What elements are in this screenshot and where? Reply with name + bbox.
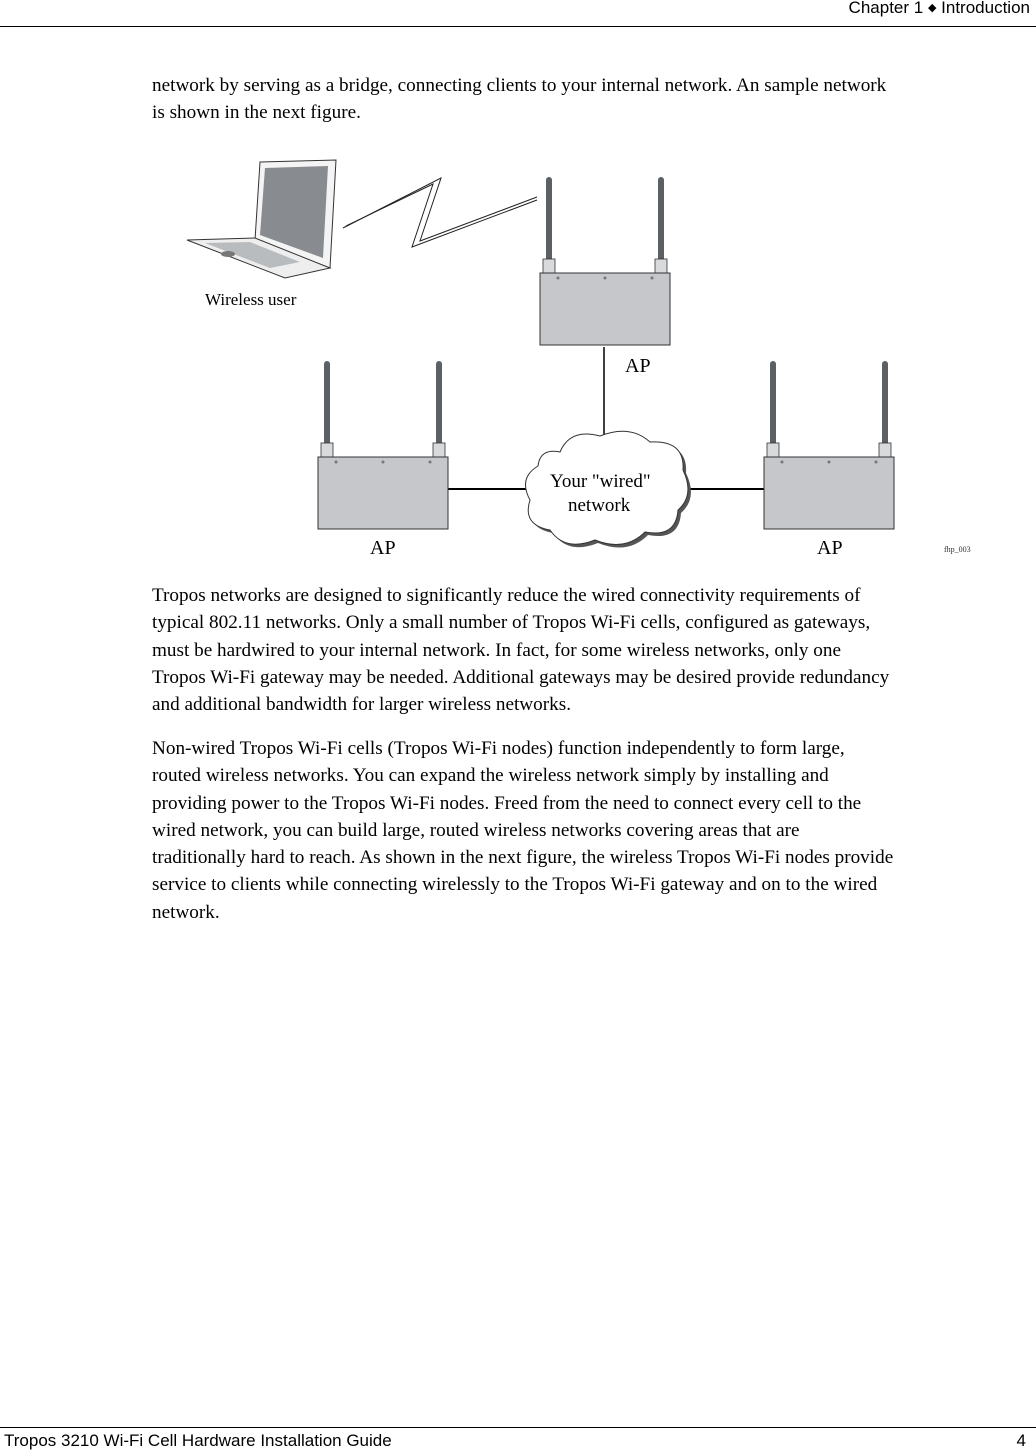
text-line: Non-wired Tropos Wi-Fi cells (Tropos Wi-Fi nodes) function independently to form large, [152,738,845,759]
wireless-signal-icon [343,178,537,247]
access-point-top [540,177,670,345]
paragraph-non-wired-cells [152,735,1032,926]
chapter-label: Chapter 1 [848,0,924,17]
text-line: Tropos Wi-Fi gateway may be needed. Additional gateways may be desired provide redundancy [152,666,890,688]
cloud-label-line2: network [568,495,631,516]
laptop-icon [187,160,336,278]
ap-label-left: AP [370,537,396,559]
separator-icon: ◆ [927,2,937,14]
footer-rule [0,1427,1036,1428]
wireless-user-label: Wireless user [205,290,297,309]
ap-label-right: AP [817,537,843,559]
access-point-left [318,361,448,529]
footer-title: Tropos 3210 Wi-Fi Cell Hardware Installation Guide [4,1431,392,1450]
section-label: Introduction [941,0,1030,17]
text-line: network by serving as a bridge, connecting clients to your internal network. An sample network [152,75,887,96]
text-line: is shown in the next figure. [152,102,361,124]
text-line: service to clients while connecting wirelessly to the Tropos Wi-Fi gateway and on to the wired [152,874,878,896]
text-line: Tropos networks are designed to significantly reduce the wired connectivity requirements of [152,585,861,606]
text-line: and additional bandwidth for larger wireless networks. [152,694,571,716]
text-line: typical 802.11 networks. Only a small number of Tropos Wi-Fi cells, configured as gateways, [152,612,871,634]
access-point-right [764,361,894,529]
ap-label-top: AP [625,355,651,377]
network-diagram [0,0,1036,580]
paragraph-wired-requirements [152,582,1032,718]
text-line: network. [152,901,220,923]
cloud-label-line1: Your "wired" [550,471,651,492]
page-number: 4 [1016,1431,1026,1450]
text-line: must be hardwired to your internal network. In fact, for some wireless networks, only one [152,639,841,661]
figure-id: fhp_003 [944,545,971,554]
text-line: providing power to the Tropos Wi-Fi nodes. Freed from the need to connect every cell to the [152,792,862,814]
text-line: wired network, you can build large, routed wireless networks covering areas that are [152,819,800,841]
text-line: traditionally hard to reach. As shown in the next figure, the wireless Tropos Wi-Fi nodes provide [152,847,894,869]
text-line: routed wireless networks. You can expand the wireless network simply by installing and [152,765,829,787]
